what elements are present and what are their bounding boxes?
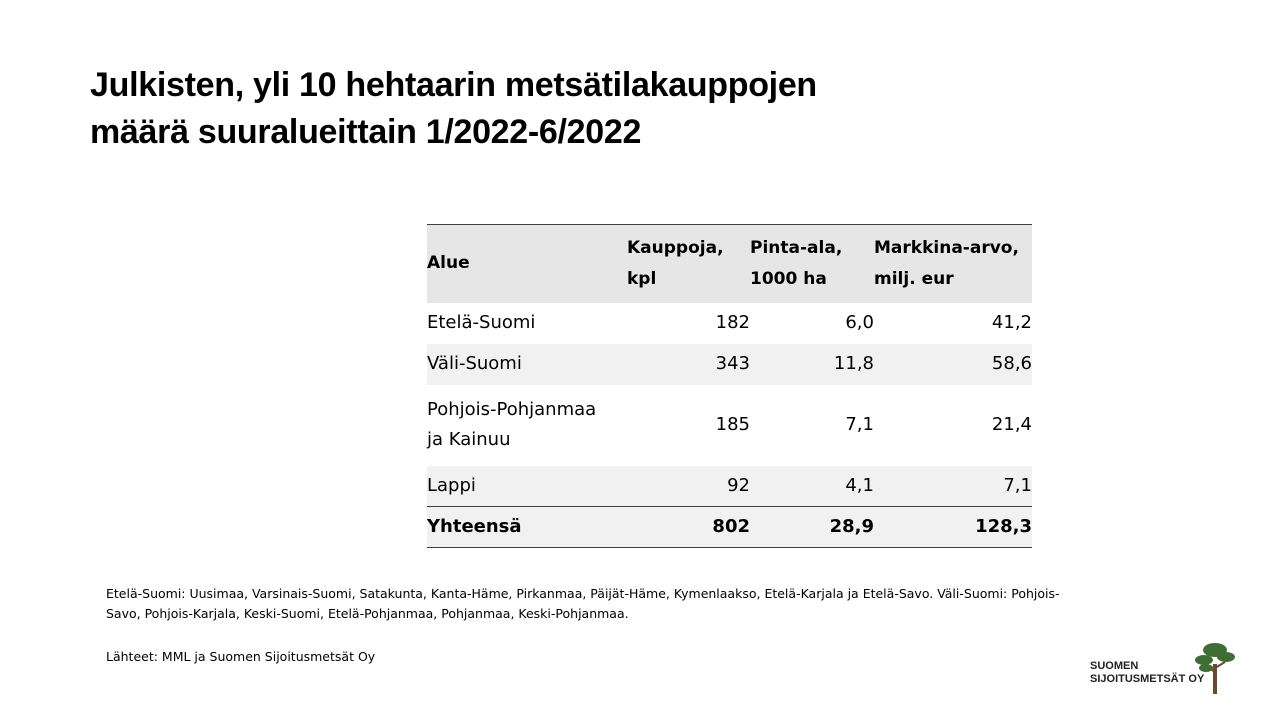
region-footnote — [106, 584, 1106, 624]
cell-deals: 182 — [715, 312, 750, 333]
cell-region: Väli-Suomi — [427, 353, 522, 374]
company-logo — [1090, 642, 1240, 696]
cell-region — [427, 385, 627, 466]
table-header — [427, 225, 1032, 303]
cell-area: 6,0 — [845, 312, 874, 333]
cell-value: 41,2 — [991, 312, 1032, 333]
slide-title-line-2: määrä suuralueittain 1/2022-6/2022 — [90, 113, 642, 151]
header-deals-line-2: kpl — [627, 268, 657, 289]
table-row-lappi — [427, 466, 1032, 507]
source-note: Lähteet: MML ja Suomen Sijoitusmetsät Oy — [106, 649, 376, 664]
table-row-etela-suomi — [427, 303, 1032, 344]
cell-deals: 343 — [715, 353, 750, 374]
table-row-pohjois-pohjanmaa — [427, 385, 1032, 466]
cell-value: 128,3 — [975, 516, 1032, 537]
logo-text — [1090, 660, 1204, 686]
cell-value: 58,6 — [991, 353, 1032, 374]
cell-value: 7,1 — [1003, 474, 1032, 496]
cell-value: 21,4 — [991, 414, 1032, 435]
cell-deals: 185 — [715, 414, 750, 435]
table-row-total — [427, 507, 1032, 548]
slide-title — [90, 62, 990, 156]
header-value-line-1: Markkina-arvo, — [874, 237, 1019, 258]
table-row-vali-suomi — [427, 344, 1032, 385]
cell-region: Lappi — [427, 474, 476, 496]
header-deals — [627, 225, 750, 303]
table-header-row — [427, 225, 1032, 303]
region-footnote-line-2: Savo, Pohjois-Karjala, Keski-Suomi, Etelä-Pohjanmaa, Pohjanmaa, Keski-Pohjanmaa. — [106, 606, 629, 621]
header-deals-line-1: Kauppoja, — [627, 237, 724, 258]
header-area-line-1: Pinta-ala, — [750, 237, 843, 258]
cell-region-line-2: ja Kainuu — [427, 429, 511, 450]
cell-region: Yhteensä — [427, 516, 522, 537]
header-value-line-2: milj. eur — [874, 268, 954, 289]
logo-text-line-1: SUOMEN — [1090, 660, 1139, 672]
table-body — [427, 303, 1032, 548]
header-area — [750, 225, 874, 303]
slide-title-line-1: Julkisten, yli 10 hehtaarin metsätilakauppojen — [90, 66, 817, 104]
logo-text-line-2: SIJOITUSMETSÄT OY — [1090, 673, 1205, 685]
cell-deals: 92 — [727, 474, 750, 496]
region-footnote-line-1: Etelä-Suomi: Uusimaa, Varsinais-Suomi, Satakunta, Kanta-Häme, Pirkanmaa, Päijät-Häme, Kymenlaakso, Etelä-Karjala ja Etelä-Savo. Väli-Suomi: Pohjois- — [106, 586, 1060, 601]
cell-area: 7,1 — [845, 414, 874, 435]
cell-deals: 802 — [712, 516, 750, 537]
pine-tree-icon — [1194, 642, 1236, 694]
cell-area: 11,8 — [833, 353, 874, 374]
header-region: Alue — [427, 253, 470, 274]
header-value — [874, 225, 1032, 303]
cell-area: 4,1 — [845, 474, 874, 496]
header-area-line-2: 1000 ha — [750, 268, 827, 289]
forest-deals-table — [427, 224, 1032, 548]
cell-region-line-1: Pohjois-Pohjanmaa — [427, 399, 597, 420]
cell-area: 28,9 — [829, 516, 874, 537]
cell-region: Etelä-Suomi — [427, 312, 536, 333]
